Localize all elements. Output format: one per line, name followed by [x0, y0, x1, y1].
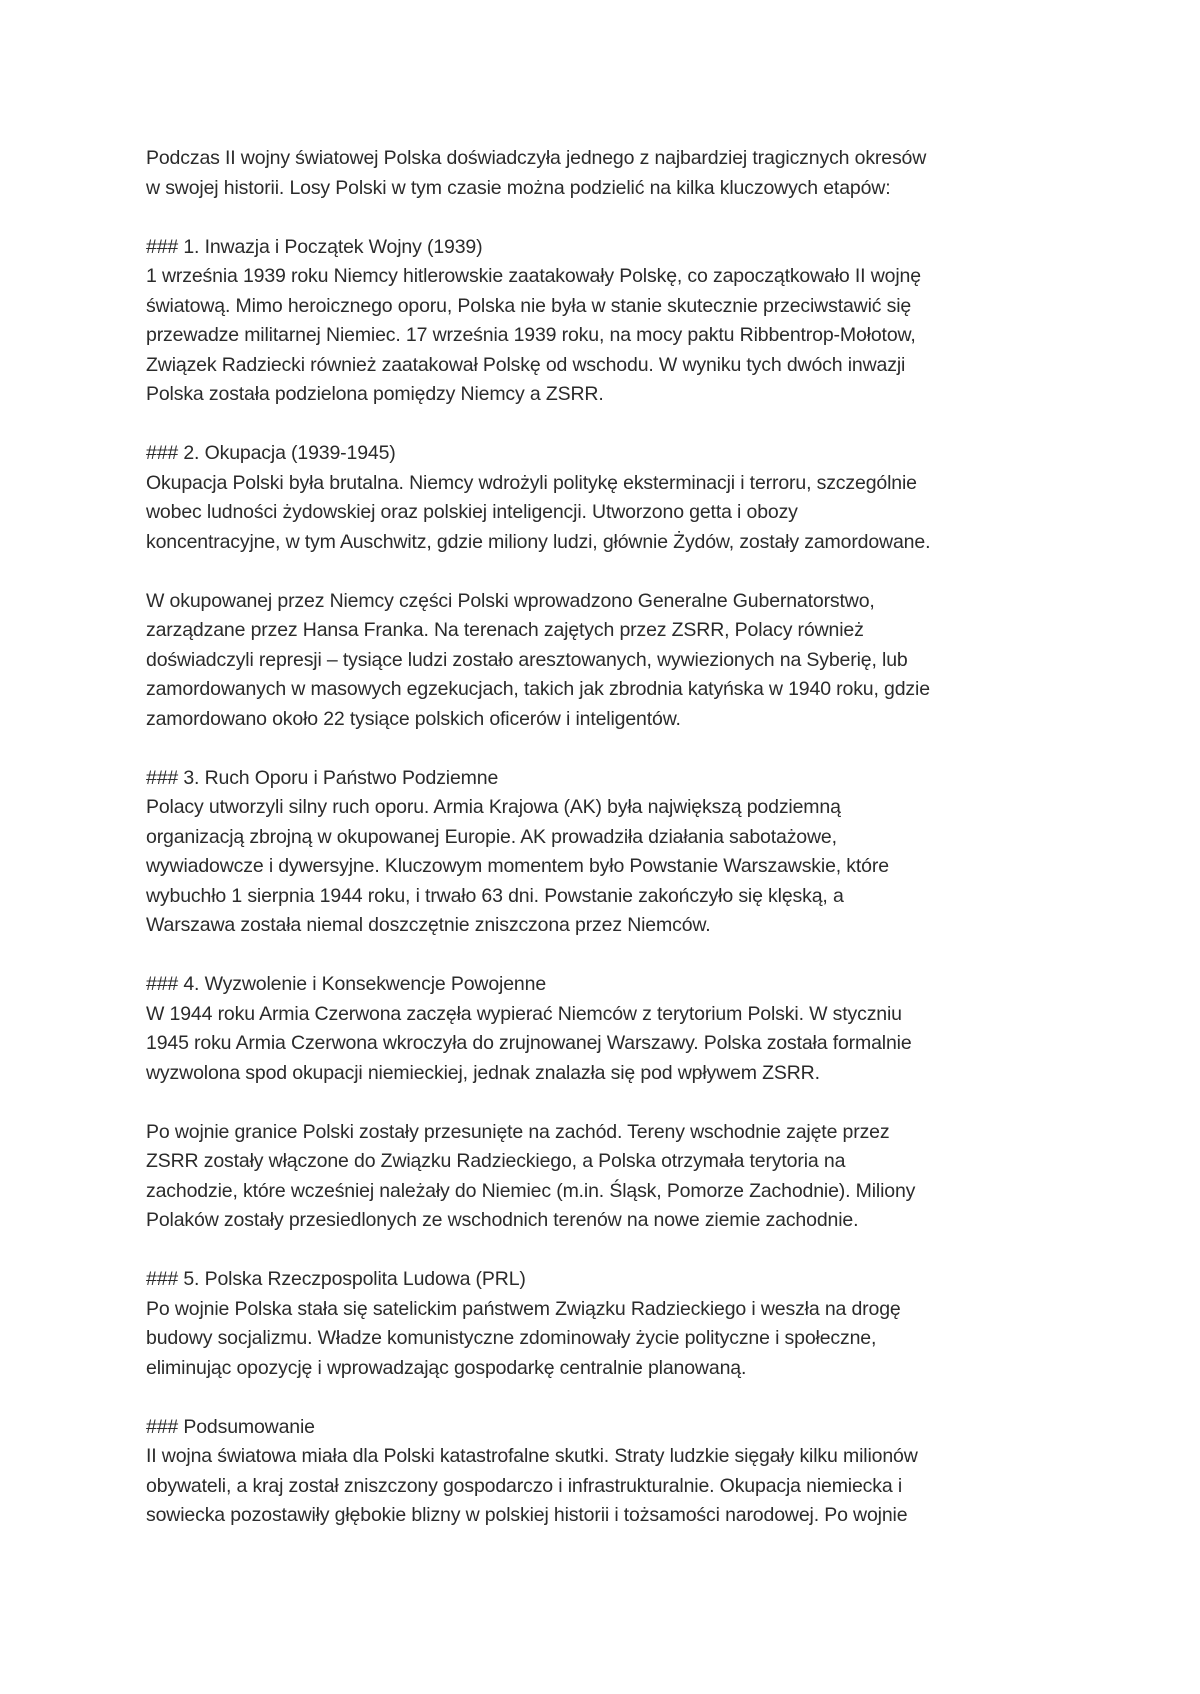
section-summary	[146, 1413, 1076, 1531]
text-line: Podczas II wojny światowej Polska doświadczyła jednego z najbardziej tragicznych okresów	[146, 147, 927, 169]
paragraph-borders	[146, 1118, 1076, 1236]
text-line: 1 września 1939 roku Niemcy hitlerowskie zaatakowały Polskę, co zapoczątkowało II wojnę	[146, 265, 921, 287]
text-line: budowy socjalizmu. Władze komunistyczne zdominowały życie polityczne i społeczne,	[146, 1327, 877, 1349]
text-line: Po wojnie granice Polski zostały przesunięte na zachód. Tereny wschodnie zajęte przez	[146, 1120, 890, 1143]
text-line: wybuchło 1 sierpnia 1944 roku, i trwało 63 dni. Powstanie zakończyło się klęską, a	[146, 884, 844, 907]
paragraph-intro	[146, 144, 1076, 203]
text-line: W okupowanej przez Niemcy części Polski wprowadzono Generalne Gubernatorstwo,	[146, 589, 875, 612]
text-line: doświadczyli represji – tysiące ludzi zostało aresztowanych, wywiezionych na Syberię, lub	[146, 648, 908, 671]
text-line: zamordowanych w masowych egzekucjach, takich jak zbrodnia katyńska w 1940 roku, gdzie	[146, 678, 930, 700]
text-line: ZSRR zostały włączone do Związku Radzieckiego, a Polska otrzymała terytoria na	[146, 1150, 846, 1172]
text-line: koncentracyjne, w tym Auschwitz, gdzie miliony ludzi, głównie Żydów, zostały zamordowane.	[146, 530, 931, 553]
section-prl	[146, 1265, 1076, 1383]
text-line: zarządzane przez Hansa Franka. Na terenach zajętych przez ZSRR, Polacy również	[146, 619, 864, 641]
text-line: w swojej historii. Losy Polski w tym czasie można podzielić na kilka kluczowych etapów:	[146, 176, 891, 199]
section-heading: ### 1. Inwazja i Początek Wojny (1939)	[146, 235, 483, 258]
text-line: Polska została podzielona pomiędzy Niemcy a ZSRR.	[146, 383, 604, 405]
text-line: sowiecka pozostawiły głębokie blizny w polskiej historii i tożsamości narodowej. Po wojnie	[146, 1504, 908, 1526]
text-line: Okupacja Polski była brutalna. Niemcy wdrożyli politykę eksterminacji i terroru, szczególnie	[146, 471, 917, 494]
text-line: wyzwolona spod okupacji niemieckiej, jednak znalazła się pod wpływem ZSRR.	[146, 1061, 820, 1084]
text-line: II wojna światowa miała dla Polski katastrofalne skutki. Straty ludzkie sięgały kilku milionów	[146, 1445, 918, 1467]
text-line: przewadze militarnej Niemiec. 17 września 1939 roku, na mocy paktu Ribbentrop-Mołotow,	[146, 324, 916, 346]
text-line: 1945 roku Armia Czerwona wkroczyła do zrujnowanej Warszawy. Polska została formalnie	[146, 1032, 912, 1054]
text-line: obywateli, a kraj został zniszczony gospodarczo i infrastrukturalnie. Okupacja niemiecka i	[146, 1474, 903, 1497]
text-line: wobec ludności żydowskiej oraz polskiej inteligencji. Utworzono getta i obozy	[146, 501, 798, 523]
section-heading: ### 2. Okupacja (1939-1945)	[146, 442, 396, 464]
text-line: Warszawa została niemal doszczętnie zniszczona przez Niemców.	[146, 914, 711, 936]
section-heading: ### 3. Ruch Oporu i Państwo Podziemne	[146, 766, 499, 789]
text-line: organizacją zbrojną w okupowanej Europie. AK prowadziła działania sabotażowe,	[146, 825, 837, 848]
section-heading: ### Podsumowanie	[146, 1415, 315, 1438]
paragraph-occupation-continued	[146, 587, 1076, 735]
section-liberation	[146, 970, 1076, 1088]
section-resistance	[146, 764, 1076, 941]
text-line: Polacy utworzyli silny ruch oporu. Armia Krajowa (AK) była największą podziemną	[146, 796, 841, 818]
document-body	[146, 144, 1076, 1531]
text-line: Polaków zostały przesiedlonych ze wschodnich terenów na nowe ziemie zachodnie.	[146, 1209, 859, 1231]
text-line: W 1944 roku Armia Czerwona zaczęła wypierać Niemców z terytorium Polski. W styczniu	[146, 1002, 902, 1025]
text-line: eliminując opozycję i wprowadzając gospodarkę centralnie planowaną.	[146, 1356, 747, 1379]
text-line: światową. Mimo heroicznego oporu, Polska nie była w stanie skutecznie przeciwstawić się	[146, 294, 912, 317]
section-heading: ### 5. Polska Rzeczpospolita Ludowa (PRL)	[146, 1268, 526, 1290]
text-line: wywiadowcze i dywersyjne. Kluczowym momentem było Powstanie Warszawskie, które	[146, 855, 889, 877]
text-line: zachodzie, które wcześniej należały do Niemiec (m.in. Śląsk, Pomorze Zachodnie). Miliony	[146, 1179, 916, 1202]
text-line: Po wojnie Polska stała się satelickim państwem Związku Radzieckiego i weszła na drogę	[146, 1297, 901, 1320]
text-line: Związek Radziecki również zaatakował Polskę od wschodu. W wyniku tych dwóch inwazji	[146, 353, 906, 376]
section-occupation	[146, 439, 1076, 557]
section-invasion	[146, 233, 1076, 410]
section-heading: ### 4. Wyzwolenie i Konsekwencje Powojenne	[146, 973, 547, 995]
text-line: zamordowano około 22 tysiące polskich oficerów i inteligentów.	[146, 707, 681, 730]
